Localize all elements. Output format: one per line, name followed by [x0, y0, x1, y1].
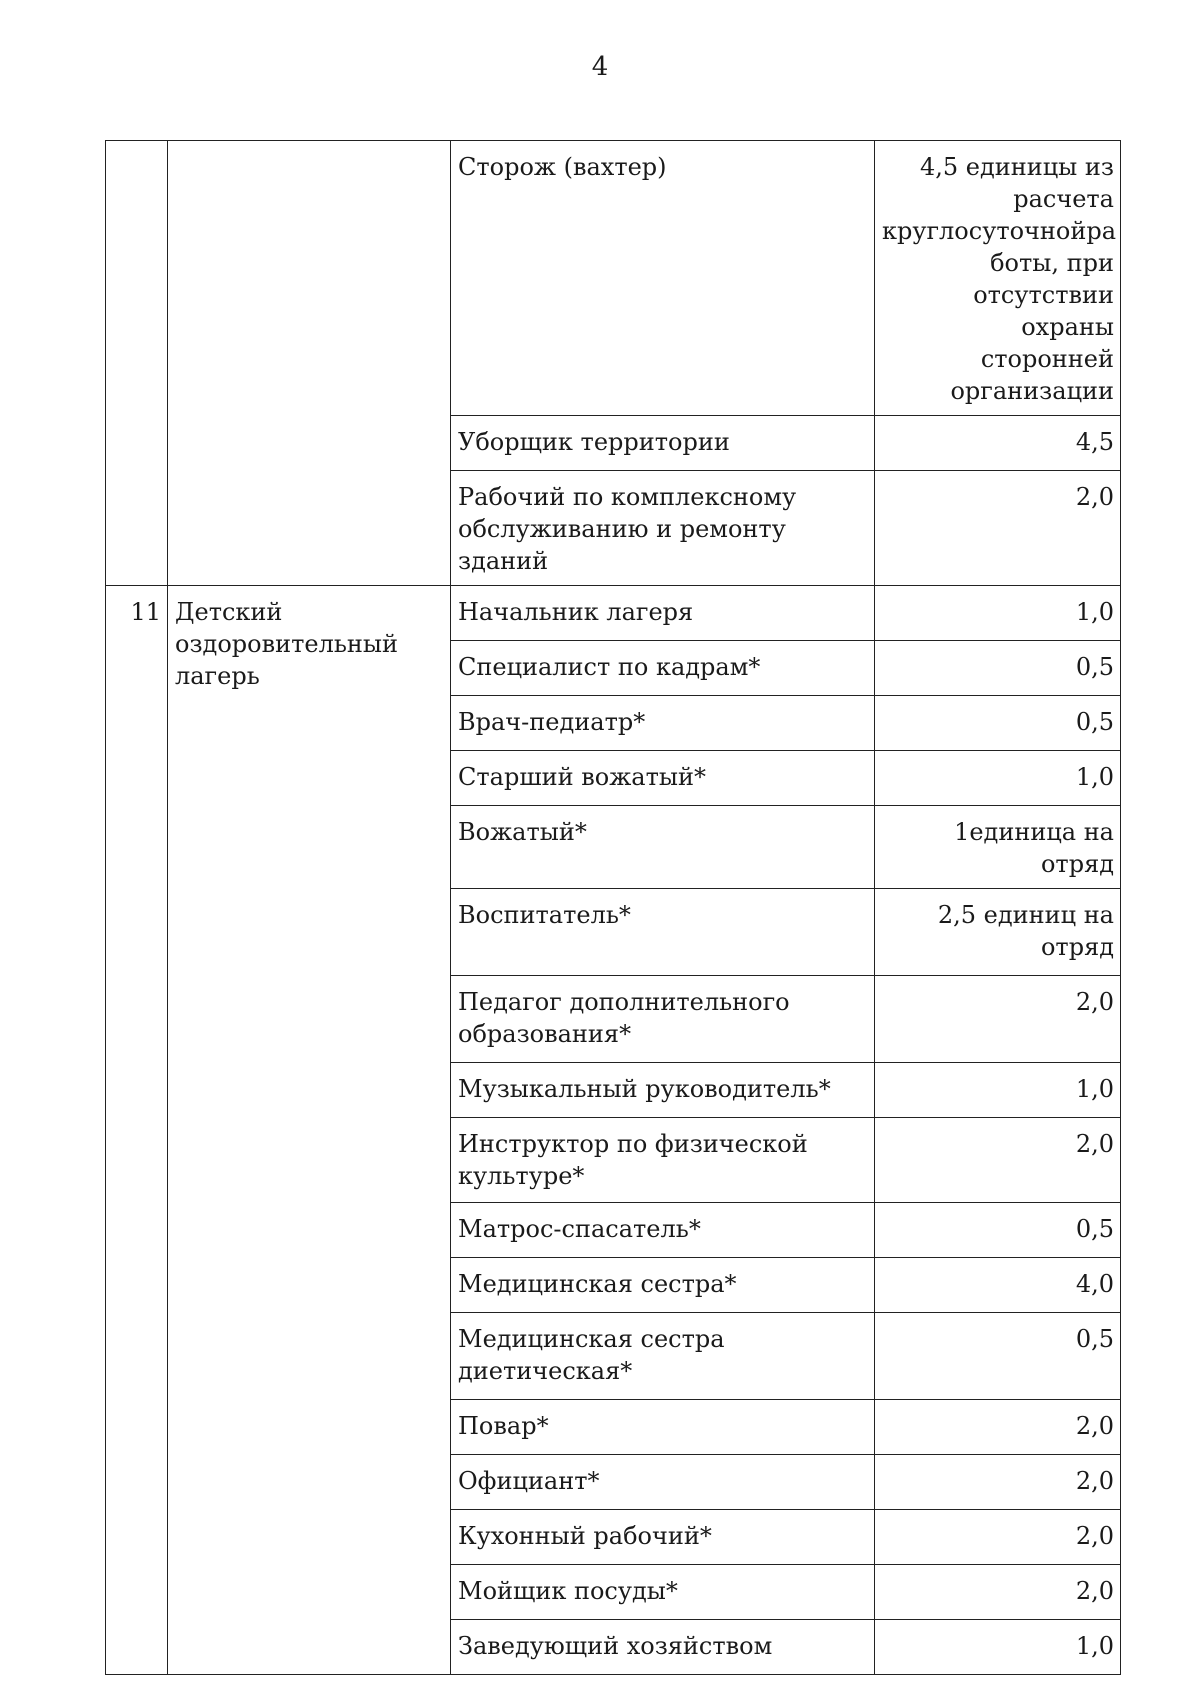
quantity-cell: 1,0 — [875, 586, 1121, 641]
quantity-cell: 2,5 единиц на отряд — [875, 889, 1121, 976]
quantity-cell: 0,5 — [875, 1313, 1121, 1400]
position-cell: Заведующий хозяйством — [451, 1620, 875, 1675]
quantity-cell: 0,5 — [875, 696, 1121, 751]
quantity-cell: 2,0 — [875, 1118, 1121, 1203]
position-cell: Повар* — [451, 1400, 875, 1455]
quantity-cell: 1,0 — [875, 751, 1121, 806]
quantity-cell: 1,0 — [875, 1620, 1121, 1675]
position-cell: Кухонный рабочий* — [451, 1510, 875, 1565]
quantity-cell: 0,5 — [875, 641, 1121, 696]
quantity-cell: 2,0 — [875, 976, 1121, 1063]
position-cell: Уборщик территории — [451, 416, 875, 471]
quantity-cell: 0,5 — [875, 1203, 1121, 1258]
position-cell: Медицинская сестра диетическая* — [451, 1313, 875, 1400]
position-cell: Мойщик посуды* — [451, 1565, 875, 1620]
quantity-cell: 2,0 — [875, 471, 1121, 586]
position-cell: Вожатый* — [451, 806, 875, 889]
position-cell: Официант* — [451, 1455, 875, 1510]
position-cell: Инструктор по физической культуре* — [451, 1118, 875, 1203]
quantity-cell: 4,5 единицы из расчета круглосуточнойра боты, при отсутствии охраны сторонней организации — [875, 141, 1121, 416]
table-row — [106, 141, 1121, 416]
position-cell: Матрос-спасатель* — [451, 1203, 875, 1258]
position-cell: Начальник лагеря — [451, 586, 875, 641]
position-cell: Старший вожатый* — [451, 751, 875, 806]
institution-cell — [168, 141, 451, 586]
quantity-cell: 2,0 — [875, 1400, 1121, 1455]
position-cell: Врач-педиатр* — [451, 696, 875, 751]
position-cell: Рабочий по комплексному обслуживанию и ремонту зданий — [451, 471, 875, 586]
position-cell: Медицинская сестра* — [451, 1258, 875, 1313]
position-cell: Педагог дополнительного образования* — [451, 976, 875, 1063]
quantity-cell: 2,0 — [875, 1510, 1121, 1565]
quantity-cell: 2,0 — [875, 1455, 1121, 1510]
quantity-cell: 1единица на отряд — [875, 806, 1121, 889]
table-row — [106, 586, 1121, 641]
row-number-cell — [106, 141, 168, 586]
position-cell: Специалист по кадрам* — [451, 641, 875, 696]
quantity-cell: 4,0 — [875, 1258, 1121, 1313]
position-cell: Воспитатель* — [451, 889, 875, 976]
staffing-table — [105, 140, 1121, 1675]
page-number: 4 — [591, 52, 609, 82]
institution-cell: Детский оздоровительный лагерь — [168, 586, 451, 1675]
quantity-cell: 2,0 — [875, 1565, 1121, 1620]
position-cell: Сторож (вахтер) — [451, 141, 875, 416]
quantity-cell: 1,0 — [875, 1063, 1121, 1118]
quantity-cell: 4,5 — [875, 416, 1121, 471]
position-cell: Музыкальный руководитель* — [451, 1063, 875, 1118]
row-number-cell: 11 — [106, 586, 168, 1675]
